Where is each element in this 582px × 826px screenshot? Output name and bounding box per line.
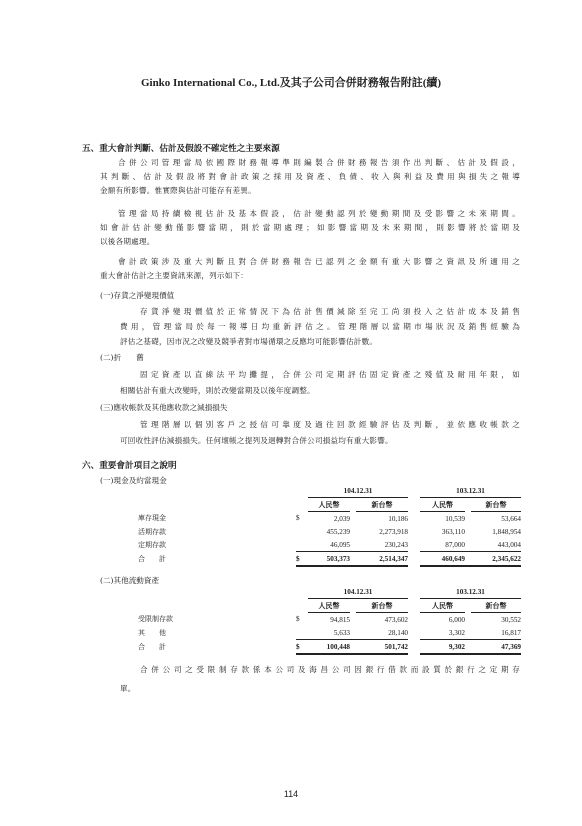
currency-ntd: 新台幣 [356, 498, 408, 512]
currency-rmb: 人民幣 [420, 599, 465, 613]
currency-symbol: $ [296, 514, 300, 523]
table-header-dates [138, 585, 521, 599]
cell-value: 5,633 [308, 626, 350, 640]
cell-value: 16,817 [471, 626, 521, 640]
cell-value: 9,302 [420, 640, 465, 655]
table-row [138, 512, 521, 526]
table-header-currencies [138, 599, 521, 613]
cell-value: 30,552 [501, 615, 521, 624]
s5-sub2-line2: 相關估計有重大改變時，則於改變當期及以後年度調整。 [120, 386, 315, 395]
s6-note-line1: 合併公司之受限制存款係本公司及海昌公司因銀行借款而設質於銀行之定期存 [140, 665, 520, 674]
date-col-2014: 103.12.31 [420, 484, 521, 498]
cell-value: 363,110 [441, 527, 465, 536]
cash-equivalents-table [138, 484, 521, 567]
table-total-row [138, 552, 521, 567]
s5-sub1-line1: 存貨淨變現價值於正常情況下為估計售價減除至完工尚須投入之估計成本及銷售 [140, 307, 520, 316]
cell-value: 2,345,622 [471, 552, 521, 567]
cell-value: 2,514,347 [356, 552, 408, 567]
row-label: 其 他 [138, 628, 166, 637]
cell-value: 2,273,918 [379, 527, 408, 536]
currency-ntd: 新台幣 [471, 498, 521, 512]
row-label: 受限制存款 [138, 615, 173, 624]
cell-value: 3,302 [420, 626, 465, 640]
currency-symbol: $ [296, 640, 308, 655]
currency-rmb: 人民幣 [420, 498, 465, 512]
row-label: 定期存款 [138, 540, 166, 549]
cell-value: 87,000 [420, 538, 465, 552]
table-header-dates [138, 484, 521, 498]
cell-value: 503,373 [308, 552, 350, 567]
s5-p3-line2: 重大會計估計之主要資訊來源，列示如下： [100, 271, 249, 280]
cell-value: 443,004 [471, 538, 521, 552]
s5-p1-line2: 其判斷、估計及假設將對會計政策之採用及資產、負債、收入與利益及費用與損失之報導 [100, 172, 520, 181]
cell-value: 501,742 [356, 640, 408, 655]
s5-sub3-title: (三)應收帳款及其他應收款之減損損失 [100, 403, 228, 412]
cell-value: 100,448 [308, 640, 350, 655]
section-6-title: 六、重要會計項目之說明 [82, 461, 177, 471]
s5-p2-line2: 如會計估計變動僅影響當期，則於當期處理；如影響當期及未來期間，則影響將於當期及 [100, 223, 520, 232]
currency-symbol [296, 525, 308, 538]
s5-p1-line1: 合併公司管理當局依國際財務報導準則編製合併財務報告須作出判斷、估計及假設， [118, 158, 520, 167]
currency-symbol [296, 538, 308, 552]
s6-table1-title: (一)現金及約當現金 [100, 476, 167, 485]
table-total-row [138, 640, 521, 655]
s5-sub3-line1: 管理階層以個別客戶之授信可靠度及過往回款經驗評估及判斷，並依應收帳款之 [140, 420, 520, 429]
s5-sub1-line2: 費用，管理當局於每一報導日均重新評估之。管理階層以當期市場狀況及銷售經驗為 [120, 322, 520, 331]
table-row [138, 538, 521, 552]
row-label: 合 計 [138, 554, 166, 563]
section-5-title: 五、重大會計判斷、估計及假設不確定性之主要來源 [82, 144, 280, 154]
cell-value: 10,539 [445, 514, 465, 523]
cell-value: 473,602 [384, 615, 408, 624]
currency-ntd: 新台幣 [356, 599, 408, 613]
s5-p1-line3: 金額有所影響。惟實際與估計可能存有差異。 [100, 186, 256, 195]
page-number: 114 [283, 789, 299, 799]
table-header-currencies [138, 498, 521, 512]
s5-sub2-line1: 固定資產以直線法平均攤提，合併公司定期評估固定資產之殘值及耐用年限，如 [140, 370, 520, 379]
s5-sub1-title: (一)存貨之淨變現價值 [100, 291, 175, 300]
cell-value: 460,649 [420, 552, 465, 567]
s5-p3-line1: 會計政策涉及重大判斷且對合併財務報告已認列之金額有重大影響之資訊及所適用之 [118, 257, 520, 266]
currency-symbol: $ [296, 615, 300, 624]
cell-value: 47,369 [471, 640, 521, 655]
row-label: 合 計 [138, 642, 166, 651]
cell-value: 2,039 [333, 514, 350, 523]
currency-symbol [296, 626, 308, 640]
s5-p2-line1: 管理當局持續檢視估計及基本假設，估計變動認列於變動期間及受影響之未來期間。 [118, 209, 520, 218]
other-current-assets-table [138, 585, 521, 655]
cell-value: 28,140 [356, 626, 408, 640]
cell-value: 94,815 [330, 615, 350, 624]
s6-table2-title: (二)其他流動資產 [100, 576, 160, 585]
page-header: Ginko International Co., Ltd.及其子公司合併財務報告附註(續) [140, 77, 442, 89]
cell-value: 6,000 [448, 615, 465, 624]
cell-value: 455,239 [326, 527, 350, 536]
s6-note-line2: 單。 [120, 684, 136, 693]
s5-sub2-title: (二)折 舊 [100, 353, 144, 362]
cell-value: 53,664 [501, 514, 521, 523]
currency-rmb: 人民幣 [308, 599, 350, 613]
currency-rmb: 人民幣 [308, 498, 350, 512]
cell-value: 10,186 [388, 514, 408, 523]
table-row [138, 525, 521, 538]
date-col-2015: 104.12.31 [308, 484, 408, 498]
row-label: 庫存現金 [138, 514, 166, 523]
s5-sub3-line2: 可回收性評估減損損失。任何壞帳之提列及迴轉對合併公司損益均有重大影響。 [120, 436, 393, 445]
table-row [138, 626, 521, 640]
s5-sub1-line3: 評估之基礎，因市況之改變及競爭者對市場循環之反應均可能影響估計數。 [120, 337, 378, 346]
row-label: 活期存款 [138, 527, 166, 536]
table-row [138, 613, 521, 627]
cell-value: 230,243 [356, 538, 408, 552]
cell-value: 46,095 [308, 538, 350, 552]
currency-symbol: $ [296, 552, 308, 567]
currency-ntd: 新台幣 [471, 599, 521, 613]
cell-value: 1,848,954 [492, 527, 521, 536]
date-col-2015: 104.12.31 [308, 585, 408, 599]
s5-p2-line3: 以後各期處理。 [100, 237, 155, 246]
date-col-2014: 103.12.31 [420, 585, 521, 599]
